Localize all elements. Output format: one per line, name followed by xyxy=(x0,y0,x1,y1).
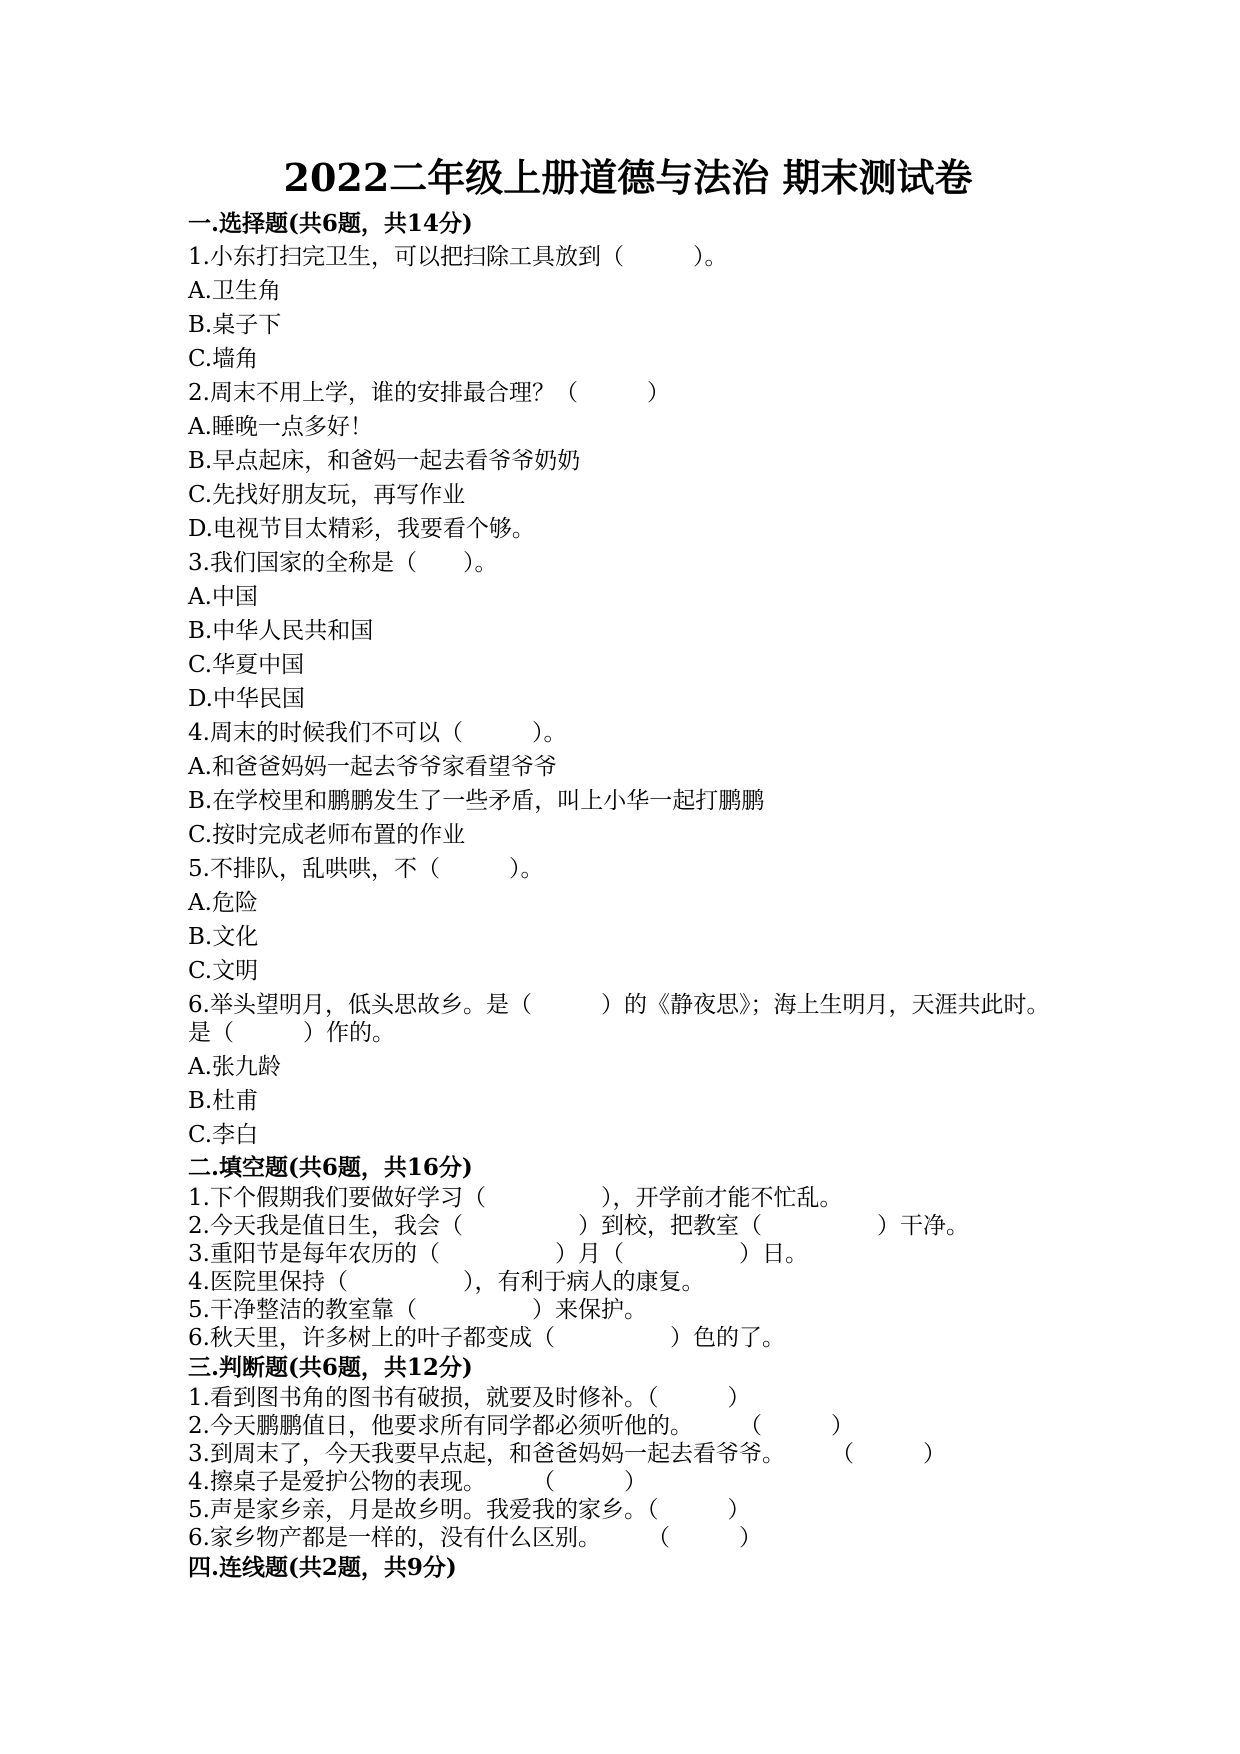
section-judge xyxy=(188,1352,1068,1552)
answer-option: B.杜甫 xyxy=(188,1088,259,1114)
question-block xyxy=(188,546,1068,716)
answer-option: C.李白 xyxy=(188,1122,259,1148)
exam-page xyxy=(188,150,1068,1584)
section-heading-judge: 三.判断题(共6题，共12分) xyxy=(188,1354,473,1381)
fill-question: 1.下个假期我们要做好学习（ ），开学前才能不忙乱。 xyxy=(188,1185,843,1211)
answer-option: A.睡晚一点多好！ xyxy=(188,414,373,440)
fill-question: 2.今天我是值日生，我会（ ）到校，把教室（ ）干净。 xyxy=(188,1213,969,1239)
answer-option: B.桌子下 xyxy=(188,312,282,338)
fill-question: 5.干净整洁的教室靠（ ）来保护。 xyxy=(188,1297,647,1323)
fill-question: 6.秋天里，许多树上的叶子都变成（ ）色的了。 xyxy=(188,1325,785,1351)
section-fill xyxy=(188,1152,1068,1352)
question-stem: 4.周末的时候我们不可以（ ）。 xyxy=(188,720,567,746)
judge-question: 1.看到图书角的图书有破损，就要及时修补。（ ） xyxy=(188,1385,751,1411)
answer-option: B.中华人民共和国 xyxy=(188,618,374,644)
answer-option: A.张九龄 xyxy=(188,1054,281,1080)
page-title: 2022二年级上册道德与法治 期末测试卷 xyxy=(283,155,973,200)
section-match xyxy=(188,1552,1068,1584)
answer-option: C.按时完成老师布置的作业 xyxy=(188,822,466,848)
answer-option: A.卫生角 xyxy=(188,278,281,304)
question-block xyxy=(188,852,1068,988)
fill-question: 3.重阳节是每年农历的（ ）月（ ）日。 xyxy=(188,1241,808,1267)
judge-question: 4.擦桌子是爱护公物的表现。 （ ） xyxy=(188,1469,647,1495)
answer-option: D.中华民国 xyxy=(188,686,305,712)
answer-option: A.危险 xyxy=(188,890,258,916)
answer-option: C.文明 xyxy=(188,958,259,984)
question-block xyxy=(188,988,1068,1152)
answer-option: C.墙角 xyxy=(188,346,259,372)
answer-option: C.先找好朋友玩，再写作业 xyxy=(188,482,466,508)
section-heading-fill: 二.填空题(共6题，共16分) xyxy=(188,1154,473,1181)
answer-option: A.和爸爸妈妈一起去爷爷家看望爷爷 xyxy=(188,754,557,780)
answer-option: C.华夏中国 xyxy=(188,652,305,678)
question-stem: 6.举头望明月，低头思故乡。是（ ）的《静夜思》；海上生明月，天涯共此时。是（ ）作的。 xyxy=(188,992,1050,1046)
judge-question: 6.家乡物产都是一样的，没有什么区别。 （ ） xyxy=(188,1525,762,1551)
answer-option: B.文化 xyxy=(188,924,259,950)
answer-option: B.早点起床，和爸妈一起去看爷爷奶奶 xyxy=(188,448,581,474)
question-stem: 5.不排队，乱哄哄，不（ ）。 xyxy=(188,856,544,882)
question-block xyxy=(188,716,1068,852)
fill-question: 4.医院里保持（ ），有利于病人的康复。 xyxy=(188,1269,705,1295)
question-stem: 3.我们国家的全称是（ ）。 xyxy=(188,550,498,576)
question-stem: 2.周末不用上学，谁的安排最合理？（ ） xyxy=(188,380,670,406)
answer-option: A.中国 xyxy=(188,584,258,610)
answer-option: D.电视节目太精彩，我要看个够。 xyxy=(188,516,535,542)
question-stem: 1.小东打扫完卫生，可以把扫除工具放到（ ）。 xyxy=(188,244,728,270)
judge-question: 5.声是家乡亲，月是故乡明。我爱我的家乡。（ ） xyxy=(188,1497,751,1523)
question-block xyxy=(188,376,1068,546)
question-block xyxy=(188,240,1068,376)
judge-question: 2.今天鹏鹏值日，他要求所有同学都必须听他的。 （ ） xyxy=(188,1413,854,1439)
judge-question: 3.到周末了，今天我要早点起，和爸爸妈妈一起去看爷爷。 （ ） xyxy=(188,1441,946,1467)
section-heading-match: 四.连线题(共2题，共9分) xyxy=(188,1554,457,1581)
answer-option: B.在学校里和鹏鹏发生了一些矛盾，叫上小华一起打鹏鹏 xyxy=(188,788,765,814)
section-choice xyxy=(188,208,1068,1152)
section-heading-choice: 一.选择题(共6题，共14分) xyxy=(188,210,473,237)
